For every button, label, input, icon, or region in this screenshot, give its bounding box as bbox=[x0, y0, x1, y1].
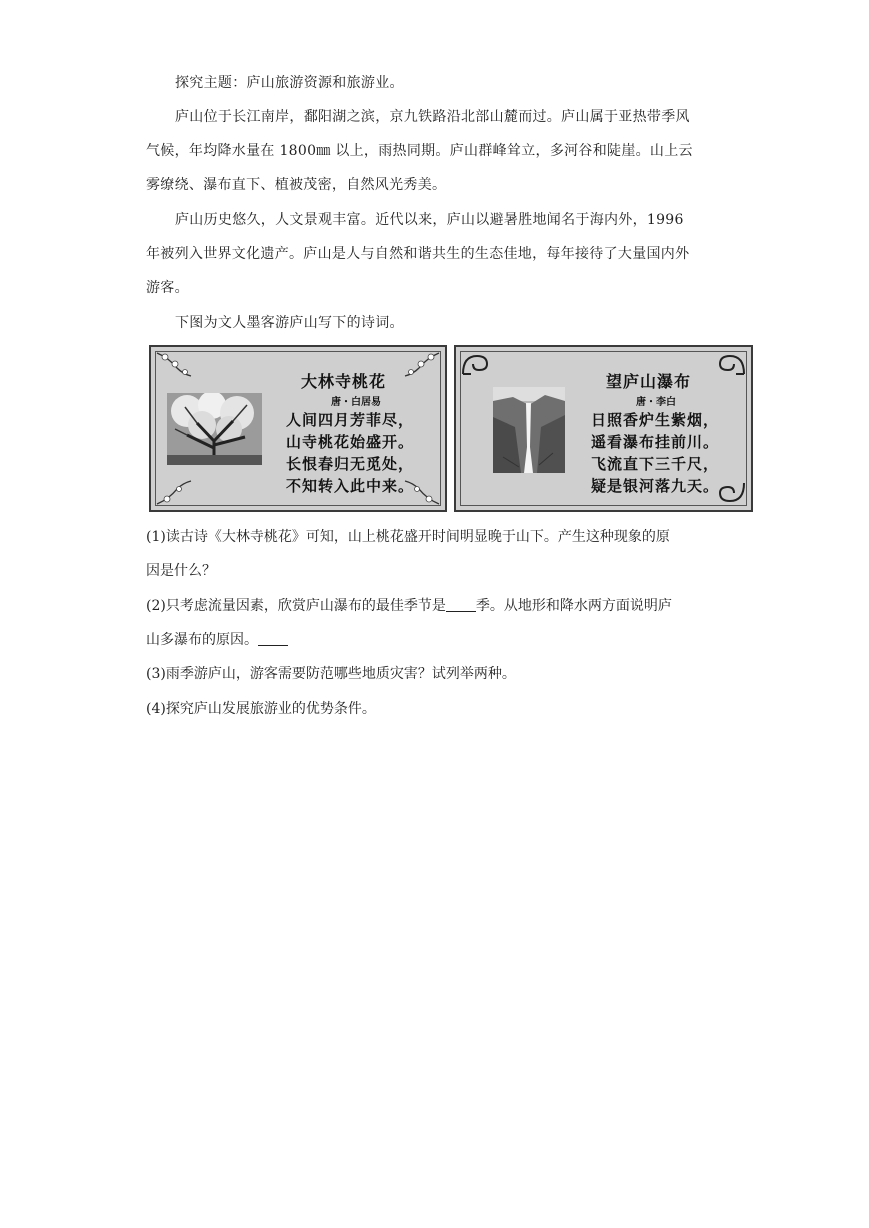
poem-line: 遥看瀑布挂前川。 bbox=[591, 433, 720, 451]
poem-line: 疑是银河落九天。 bbox=[591, 477, 720, 495]
plum-branch-ornament-icon bbox=[155, 350, 195, 378]
question-text: (2)只考虑流量因素，欣赏庐山瀑布的最佳季节是 bbox=[146, 598, 446, 614]
question-line: (1)读古诗《大林寺桃花》可知，山上桃花盛开时间明显晚于山下。产生这种现象的原 bbox=[146, 529, 670, 545]
poem-line: 长恨春归无觅处， bbox=[286, 455, 415, 473]
scroll-cloud-ornament-icon bbox=[716, 350, 748, 378]
question-line bbox=[146, 623, 726, 657]
question-text: 山多瀑布的原因。 bbox=[146, 632, 258, 648]
poem-line: 山寺桃花始盛开。 bbox=[286, 433, 415, 451]
plum-branch-ornament-icon bbox=[401, 350, 441, 378]
peach-blossom-tree-photo bbox=[167, 393, 262, 465]
poem-card-lushan-waterfall bbox=[454, 345, 753, 512]
scroll-cloud-ornament-icon bbox=[459, 350, 491, 378]
poem-author: 唐・白居易 bbox=[331, 397, 381, 408]
answer-blank[interactable] bbox=[258, 631, 288, 646]
paragraph-line: 游客。 bbox=[146, 280, 189, 296]
question-4: (4)探究庐山发展旅游业的优势条件。 bbox=[146, 701, 376, 717]
paragraph-line: 年被列入世界文化遗产。庐山是人与自然和谐共生的生态佳地，每年接待了大量国内外 bbox=[146, 246, 690, 262]
poem-line: 人间四月芳菲尽， bbox=[286, 411, 415, 429]
poem-title: 大林寺桃花 bbox=[301, 372, 387, 391]
paragraph-line: 雾缭绕、瀑布直下、植被茂密，自然风光秀美。 bbox=[146, 177, 447, 193]
poem-card-dalin-temple bbox=[149, 345, 447, 512]
paragraph-line: 气候，年均降水量在 1800㎜ 以上，雨热同期。庐山群峰耸立，多河谷和陡崖。山上云 bbox=[146, 143, 693, 159]
plum-branch-ornament-icon bbox=[155, 479, 195, 507]
scroll-cloud-ornament-icon bbox=[716, 479, 748, 507]
question-line bbox=[146, 589, 726, 623]
answer-blank[interactable] bbox=[446, 597, 476, 612]
poem-author: 唐・李白 bbox=[636, 397, 676, 408]
question-line: 因是什么？ bbox=[146, 563, 216, 579]
question-3: (3)雨季游庐山，游客需要防范哪些地质灾害？试列举两种。 bbox=[146, 666, 516, 682]
waterfall-photo bbox=[493, 387, 565, 473]
poem-line: 日照香炉生紫烟， bbox=[591, 411, 720, 429]
figure-caption: 下图为文人墨客游庐山写下的诗词。 bbox=[175, 315, 404, 331]
paragraph-line: 庐山位于长江南岸，鄱阳湖之滨，京九铁路沿北部山麓而过。庐山属于亚热带季风 bbox=[175, 109, 690, 125]
poem-line: 飞流直下三千尺， bbox=[591, 455, 720, 473]
topic-line: 探究主题：庐山旅游资源和旅游业。 bbox=[175, 75, 404, 91]
question-text: 季。从地形和降水两方面说明庐 bbox=[475, 598, 672, 614]
paragraph-line: 庐山历史悠久，人文景观丰富。近代以来，庐山以避暑胜地闻名于海内外，1996 bbox=[175, 212, 684, 228]
poem-line: 不知转入此中来。 bbox=[286, 477, 415, 495]
poem-title: 望庐山瀑布 bbox=[606, 372, 692, 391]
